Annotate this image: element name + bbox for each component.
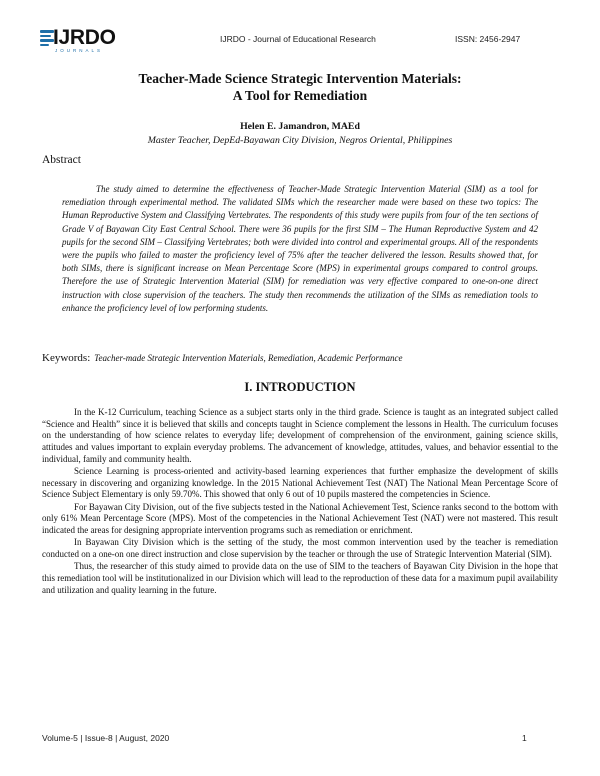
author-affiliation: Master Teacher, DepEd-Bayawan City Division, Negros Oriental, Philippines — [147, 135, 453, 146]
keywords-text: Teacher-made Strategic Intervention Materials, Remediation, Academic Performance — [94, 353, 403, 363]
journal-logo — [40, 27, 132, 53]
body-paragraph: Thus, the researcher of this study aimed to provide data on the use of SIM to the teachers of Bayawan City Division in the hope that this remediation tool will be institutionalized in our Division which will lead to the reproduction of these data for a maximum pupil availability and utilization and quality learning in the future. — [42, 561, 558, 595]
paper-title — [40, 70, 560, 104]
title-line-2: A Tool for Remediation — [232, 88, 368, 103]
footer-page-number: 1 — [522, 733, 527, 743]
abstract-heading: Abstract — [42, 154, 81, 166]
logo-bars-icon — [40, 30, 54, 48]
keywords — [42, 352, 562, 364]
body-paragraph: For Bayawan City Division, out of the five subjects tested in the National Achievement Test, Science ranks second to the bottom with only 61% Mean Percentage Score (MPS). Most of the competencies in the National Achievement Test (NAT) were not mastered. This result indicated the areas for designing appropriate intervention programs such as remediation or enrichment. — [42, 501, 558, 536]
section-heading-introduction: I. INTRODUCTION — [244, 380, 356, 394]
header-issn: ISSN: 2456-2947 — [455, 34, 521, 44]
body-paragraph: In the K-12 Curriculum, teaching Science as a subject starts only in the third grade. Science is taught as an integrated subject called “Science and Health” since it is believed that skills and concepts taught in Science complement the lessons in Health. The curriculum focuses on the understanding of how science relates to everyday life; development of comprehension of the environment, gaining science skills, attitudes and values important to explain everyday problems. The advancement of knowledge, attitudes, values, and behavior essential to the individual, family and community health. — [42, 407, 558, 464]
introduction-body — [42, 407, 558, 597]
title-line-1: Teacher-Made Science Strategic Intervention Materials: — [138, 71, 462, 86]
header-journal-name: IJRDO - Journal of Educational Research — [220, 34, 376, 44]
logo-text: IJRDO — [53, 26, 116, 49]
body-paragraph: In Bayawan City Division which is the setting of the study, the most common intervention used by the teacher is remediation conducted on a one-on one direct instruction and close supervision by the teacher or through the use of Strategic Intervention Material (SIM). — [42, 537, 558, 559]
author-name: Helen E. Jamandron, MAEd — [240, 121, 360, 132]
logo-subtext: JOURNALS — [55, 48, 104, 53]
body-paragraph: Science Learning is process-oriented and activity-based learning experiences that further emphasize the development of skills necessary in discovering and organizing knowledge. In the 2015 National Achievement Test (NAT) The National Mean Percentage Score of Science Subject Elementary is only 59.70%. This showed that only 6 out of 10 pupils mastered the competencies in Science. — [42, 466, 558, 500]
abstract-text: The study aimed to determine the effectiveness of Teacher-Made Strategic Intervention Material (SIM) as a tool for remediation through experimental method. The validated SIMs which the researcher made were based on these two topics: The Human Reproductive System and Classifying Vertebrates. The respondents of this study were pupils from four of the ten sections of Grade V of Bayawan City East Central School. There were 36 pupils for the first SIM – The Human Reproductive System and 42 pupils for the second SIM – Classifying Vertebrates; both were divided into control and experimental groups. All of the respondents were the pupils who failed to master the proficiency level of 75% after the teacher delivered the lesson. Results showed that, for both SIMs, there is significant increase on Mean Percentage Score (MPS) in experimental groups compared to control groups. Therefore the use of Strategic Intervention Material (SIM) for remediation was very effective compared to one-on-one direct instruction with close supervision of the teachers. The study then recommends the utilization of the SIMs as remediation tools to enhance the proficiency level of low performing students. — [62, 184, 538, 313]
footer-volume-info: Volume-5 | Issue-8 | August, 2020 — [42, 733, 170, 743]
keywords-label: Keywords: — [42, 352, 91, 364]
